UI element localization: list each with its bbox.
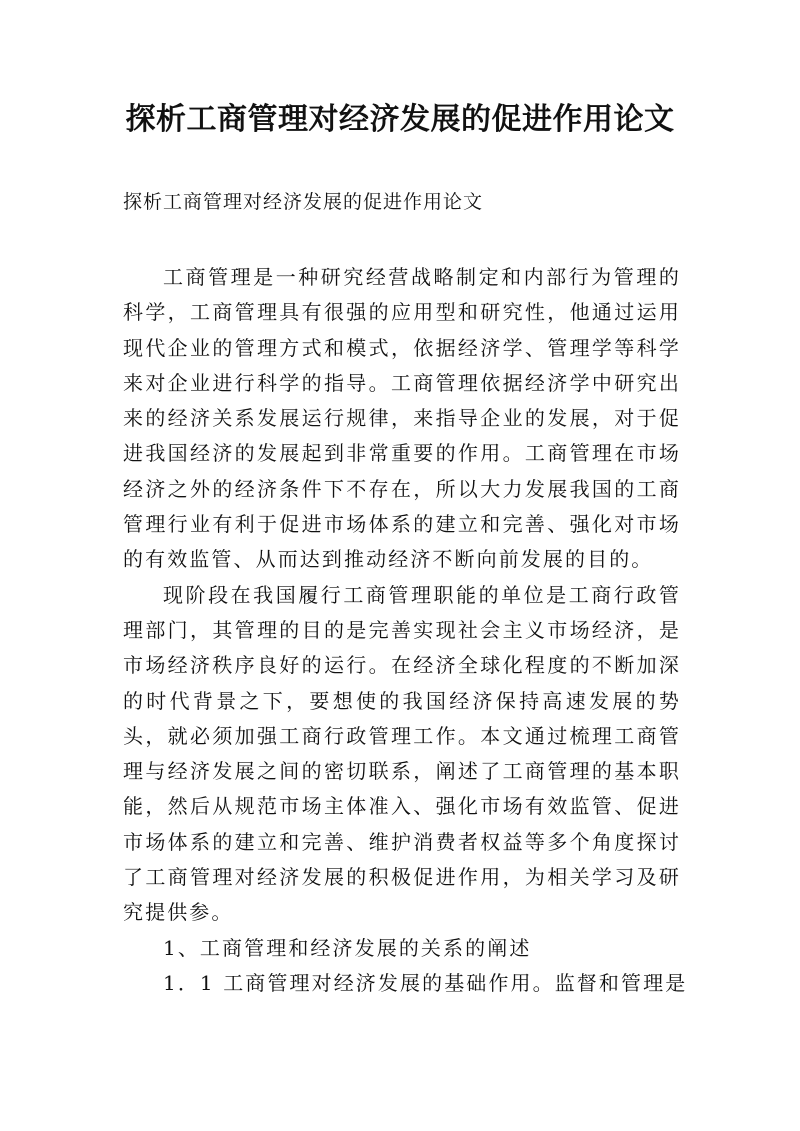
document-title: 探析工商管理对经济发展的促进作用论文: [125, 102, 675, 137]
document-subtitle: 探析工商管理对经济发展的促进作用论文: [123, 191, 484, 213]
body-paragraph-1: 工商管理是一种研究经营战略制定和内部行为管理的科学，工商管理具有很强的应用型和研究性，他通过运用现代企业的管理方式和模式，依据经济学、管理学等科学来对企业进行科学的指导。工商管理依据经济学中研究出来的经济关系发展运行规律，来指导企业的发展，对于促进我国经济的发展起到非常重要的作用。工商管理在市场经济之外的经济条件下不存在，所以大力发展我国的工商管理行业有利于促进市场体系的建立和完善、强化对市场的有效监管、从而达到推动经济不断向前发展的目的。: [123, 265, 681, 572]
document-body: [123, 260, 688, 1001]
section-heading-1: 1、工商管理和经济发展的关系的阐述: [163, 935, 532, 960]
body-paragraph-2: 现阶段在我国履行工商管理职能的单位是工商行政管理部门，其管理的目的是完善实现社会主义市场经济，是市场经济秩序良好的运行。在经济全球化程度的不断加深的时代背景之下，要想使的我国经济保持高速发展的势头，就必须加强工商行政管理工作。本文通过梳理工商管理与经济发展之间的密切联系，阐述了工商管理的基本职能，然后从规范市场主体准入、强化市场有效监管、促进市场体系的建立和完善、维护消费者权益等多个角度探讨了工商管理对经济发展的积极促进作用，为相关学习及研究提供参。: [123, 582, 681, 925]
subsection-heading-1-1: 1．1 工商管理对经济发展的基础作用。监督和管理是: [163, 970, 688, 995]
